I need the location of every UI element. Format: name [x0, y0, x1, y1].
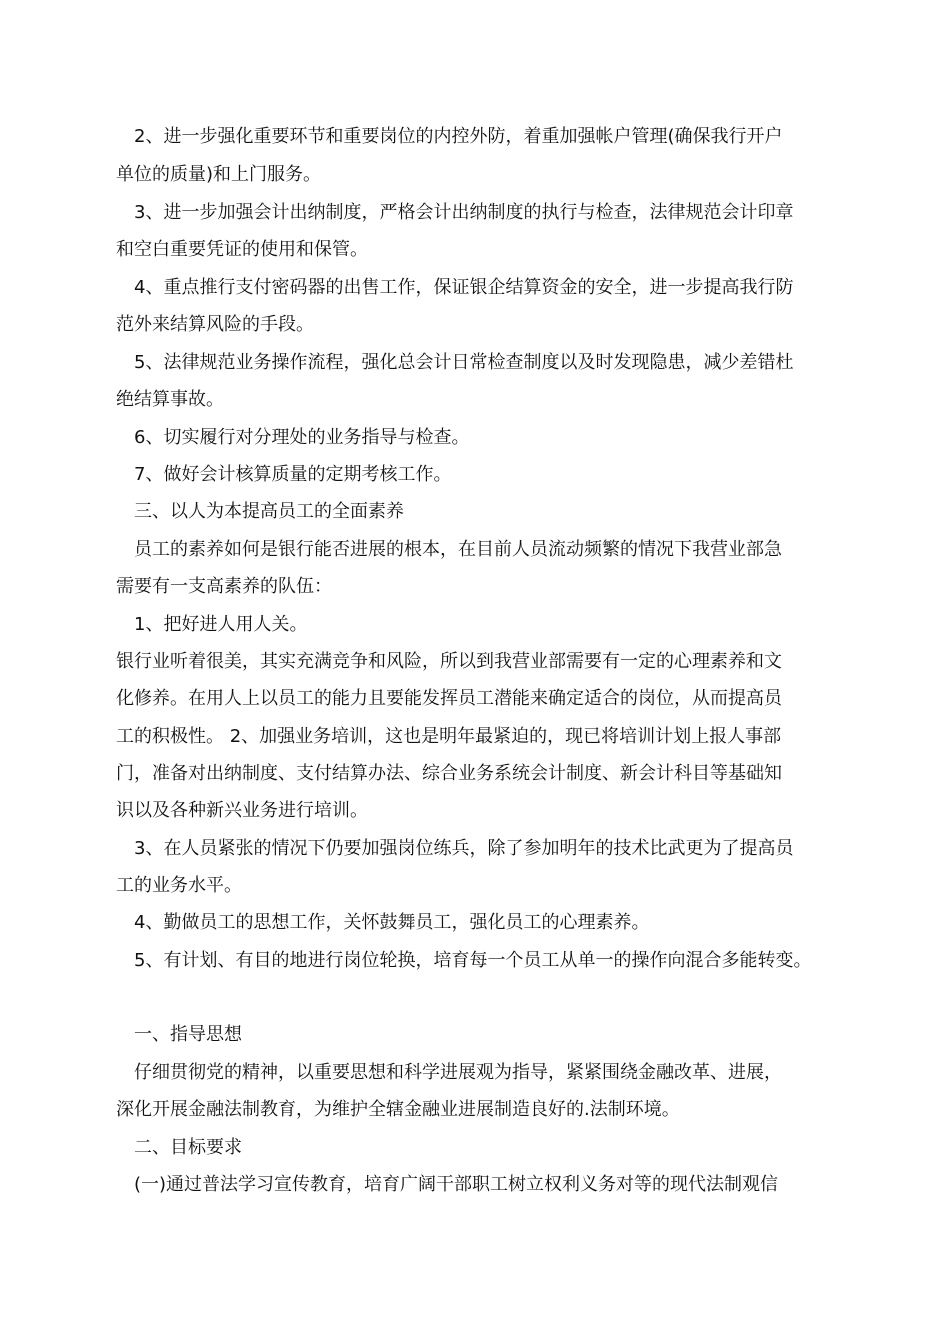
paragraph-line: 范外来结算风险的手段。	[116, 314, 314, 335]
paragraph-line: 3、在人员紧张的情况下仍要加强岗位练兵，除了参加明年的技术比武更为了提高员	[134, 838, 794, 859]
paragraph-line: 员工的素养如何是银行能否进展的根本，在目前人员流动频繁的情况下我营业部急	[134, 539, 782, 560]
paragraph-line: 识以及各种新兴业务进行培训。	[116, 800, 368, 821]
paragraph-line: 3、进一步加强会计出纳制度，严格会计出纳制度的执行与检查，法律规范会计印章	[134, 202, 794, 223]
paragraph-line: 单位的质量)和上门服务。	[116, 164, 322, 185]
section-heading: 三、以人为本提高员工的全面素养	[134, 501, 404, 522]
paragraph-line: 门，准备对出纳制度、支付结算办法、综合业务系统会计制度、新会计科目等基础知	[116, 763, 782, 784]
paragraph-line: 6、切实履行对分理处的业务指导与检查。	[134, 427, 470, 448]
paragraph-line: 工的积极性。 2、加强业务培训，这也是明年最紧迫的，现已将培训计划上报人事部	[116, 726, 782, 747]
paragraph-line: 4、重点推行支付密码器的出售工作，保证银企结算资金的安全，进一步提高我行防	[134, 277, 794, 298]
paragraph-line: 2、进一步强化重要环节和重要岗位的内控外防，着重加强帐户管理(确保我行开户	[134, 126, 783, 147]
paragraph-line: 5、法律规范业务操作流程，强化总会计日常检查制度以及时发现隐患，减少差错杜	[134, 352, 794, 373]
section-heading: 一、指导思想	[134, 1024, 242, 1045]
paragraph-line: 仔细贯彻党的精神，以重要思想和科学进展观为指导，紧紧围绕金融改革、进展，	[134, 1062, 782, 1083]
paragraph-line: 需要有一支高素养的队伍：	[116, 576, 332, 597]
paragraph-line: 工的业务水平。	[116, 875, 242, 896]
paragraph-line: 银行业听着很美，其实充满竞争和风险，所以到我营业部需要有一定的心理素养和文	[116, 651, 782, 672]
paragraph-line: 深化开展金融法制教育，为维护全辖金融业进展制造良好的.法制环境。	[116, 1099, 680, 1120]
paragraph-line: 5、有计划、有目的地进行岗位轮换，培育每一个员工从单一的操作向混合多能转变。	[134, 950, 812, 971]
paragraph-line: (一)通过普法学习宣传教育，培育广阔干部职工树立权利义务对等的现代法制观信	[134, 1174, 779, 1195]
section-heading: 二、目标要求	[134, 1137, 242, 1158]
paragraph-line: 1、把好进人用人关。	[134, 614, 308, 635]
paragraph-line: 和空白重要凭证的使用和保管。	[116, 239, 368, 260]
paragraph-line: 4、勤做员工的思想工作，关怀鼓舞员工，强化员工的心理素养。	[134, 912, 650, 933]
paragraph-line: 绝结算事故。	[116, 389, 224, 410]
paragraph-line: 化修养。在用人上以员工的能力且要能发挥员工潜能来确定适合的岗位，从而提高员	[116, 688, 782, 709]
paragraph-line: 7、做好会计核算质量的定期考核工作。	[134, 464, 452, 485]
